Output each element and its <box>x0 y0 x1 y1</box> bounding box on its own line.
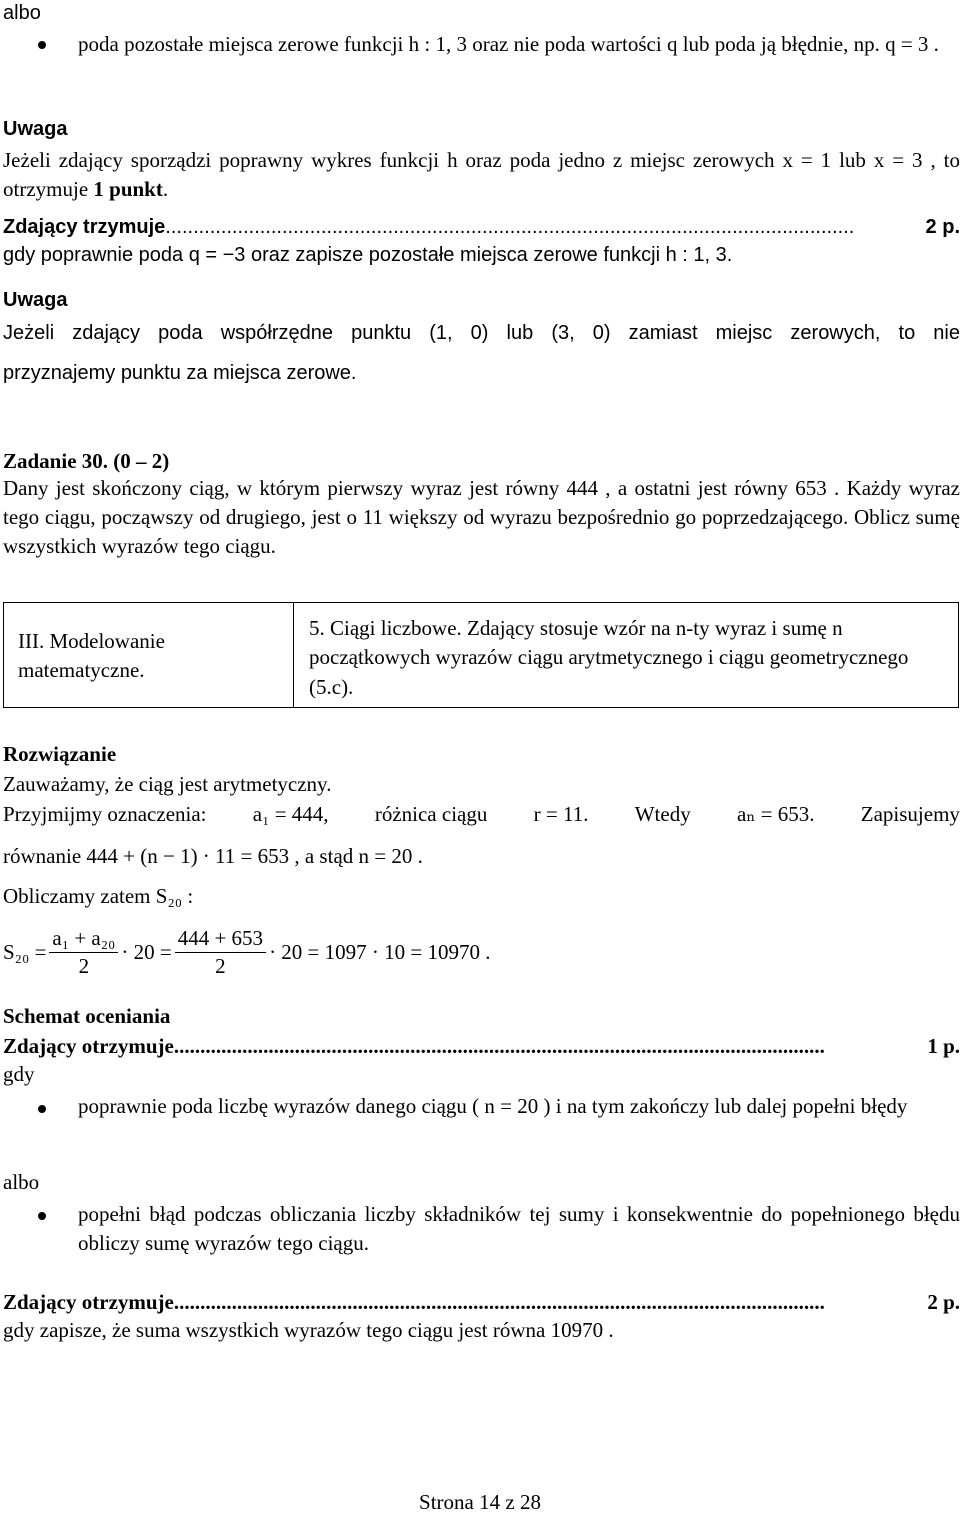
bullet-icon <box>38 1212 46 1220</box>
note-title: Uwaga <box>3 289 68 311</box>
table-cell-area: III. Modelowanie matematyczne. <box>18 629 165 683</box>
albo-text: albo <box>3 1170 40 1194</box>
scheme-heading: Schemat oceniania <box>3 1004 171 1028</box>
task-heading: Zadanie 30. (0 – 2) <box>3 449 170 473</box>
task-text: Dany jest skończony ciąg, w którym pierwszy wyraz jest równy 444 , a ostatni jest równy 653 . Każdy wyraz tego ciągu, począwszy od drugiego, jest o 11 większy od wyrazu bezpośrednio go poprzedzającego. Oblicz sumę wszystkich wyrazów tego ciągu. <box>3 476 960 558</box>
bullet-item: poprawnie poda liczbę wyrazów danego ciągu ( n = 20 ) i na tym zakończy lub dalej popełni błędy <box>78 1094 908 1118</box>
solution-text: Obliczamy zatem S₂₀ : <box>3 884 194 908</box>
solution-text: Przyjmijmy oznaczenia: a₁ = 444, różnica ciągu r = 11. Wtedy aₙ = 653. Zapisujemy <box>3 802 960 826</box>
table-cell-requirement: 5. Ciągi liczbowe. Zdający stosuje wzór na n-ty wyraz i sumę n początkowych wyrazów ciągu arytmetycznego i ciągu geometrycznego (5.c). <box>309 616 909 699</box>
note-text: Jeżeli zdający poda współrzędne punktu (1, 0) lub (3, 0) zamiast miejsc zerowych, to nie <box>3 322 960 344</box>
score-line: Zdający otrzymuje ............................................................................................................................ 1 p. <box>3 1034 960 1058</box>
score-line: Zdający otrzymuje ............................................................................................................................ 2 p. <box>3 1290 960 1314</box>
sum-formula: S₂₀ = $\frac{\text{a₁ + a₂₀}}{2}$ · 20 = $\frac{444 + 653}{2}$ · 20 = 1097 · 10 = 10970 . <box>3 926 491 978</box>
fraction: $\frac{\text{a₁ + a₂₀}}{2}$ <box>49 925 118 979</box>
page-footer: Strona 14 z 28 <box>419 1490 541 1514</box>
solution-heading: Rozwiązanie <box>3 742 117 766</box>
solution-text: równanie 444 + (n − 1) · 11 = 653 , a stąd n = 20 . <box>3 844 423 868</box>
bullet-item: popełni błąd podczas obliczania liczby składników tej sumy i konsekwentnie do popełnionego błędu obliczy sumę wyrazów tego ciągu. <box>78 1202 960 1255</box>
note-text: Jeżeli zdający sporządzi poprawny wykres funkcji h oraz poda jedno z miejsc zerowych x = 1 lub x = 3 , to otrzymuje 1 punkt. <box>3 148 960 201</box>
bullet-icon <box>38 41 46 49</box>
albo-text: albo <box>3 2 41 24</box>
solution-text: Zauważamy, że ciąg jest arytmetyczny. <box>3 772 332 796</box>
bullet-icon <box>38 1105 46 1113</box>
bullet-item: poda pozostałe miejsca zerowe funkcji h : 1, 3 oraz nie poda wartości q lub poda ją błędnie, np. q = 3 . <box>78 32 939 56</box>
score-line: Zdający trzymuje ............................................................................................................................ 2 p. <box>3 216 960 238</box>
score-criteria: gdy zapisze, że suma wszystkich wyrazów tego ciągu jest równa 10970 . <box>3 1318 614 1342</box>
requirements-table <box>3 602 959 708</box>
note-title: Uwaga <box>3 118 68 140</box>
fraction: $\frac{444 + 653}{2}$ <box>175 925 266 979</box>
note-text: przyznajemy punktu za miejsca zerowe. <box>3 362 357 384</box>
gdy-text: gdy <box>3 1062 35 1086</box>
table-divider <box>293 603 294 707</box>
score-criteria: gdy poprawnie poda q = −3 oraz zapisze pozostałe miejsca zerowe funkcji h : 1, 3. <box>3 244 733 266</box>
